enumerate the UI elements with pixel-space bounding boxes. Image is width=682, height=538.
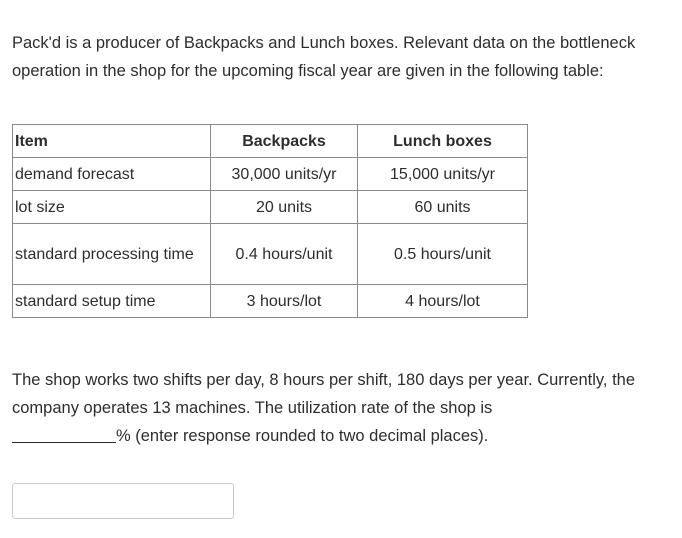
answer-input[interactable] bbox=[12, 483, 234, 519]
answer-blank bbox=[12, 424, 116, 443]
table-row bbox=[13, 224, 528, 285]
row-item-label: standard setup time bbox=[13, 285, 211, 318]
row-item-label: lot size bbox=[13, 191, 211, 224]
header-lunch-boxes: Lunch boxes bbox=[358, 125, 528, 158]
backpacks-value: 30,000 units/yr bbox=[211, 158, 358, 191]
lunch-boxes-value: 60 units bbox=[358, 191, 528, 224]
operations-data-table bbox=[12, 124, 528, 318]
problem-intro: Pack'd is a producer of Backpacks and Lunch boxes. Relevant data on the bottleneck operation in the shop for the upcoming fiscal year are given in the following table: bbox=[12, 34, 636, 80]
header-backpacks: Backpacks bbox=[211, 125, 358, 158]
table-row bbox=[13, 285, 528, 318]
row-item-label: standard processing time bbox=[13, 224, 211, 285]
lunch-boxes-value: 0.5 hours/unit bbox=[358, 224, 528, 285]
lunch-boxes-value: 15,000 units/yr bbox=[358, 158, 528, 191]
row-item-label: demand forecast bbox=[13, 158, 211, 191]
header-item: Item bbox=[13, 125, 211, 158]
table-row bbox=[13, 158, 528, 191]
backpacks-value: 20 units bbox=[211, 191, 358, 224]
question-paragraph bbox=[12, 366, 672, 450]
question-suffix: % (enter response rounded to two decimal places). bbox=[116, 427, 489, 445]
table-row bbox=[13, 191, 528, 224]
lunch-boxes-value: 4 hours/lot bbox=[358, 285, 528, 318]
table-header-row bbox=[13, 125, 528, 158]
backpacks-value: 3 hours/lot bbox=[211, 285, 358, 318]
question-text: The shop works two shifts per day, 8 hours per shift, 180 days per year. Currently, the company operates 13 machines. The utilization rate of the shop is bbox=[12, 371, 636, 417]
backpacks-value: 0.4 hours/unit bbox=[211, 224, 358, 285]
